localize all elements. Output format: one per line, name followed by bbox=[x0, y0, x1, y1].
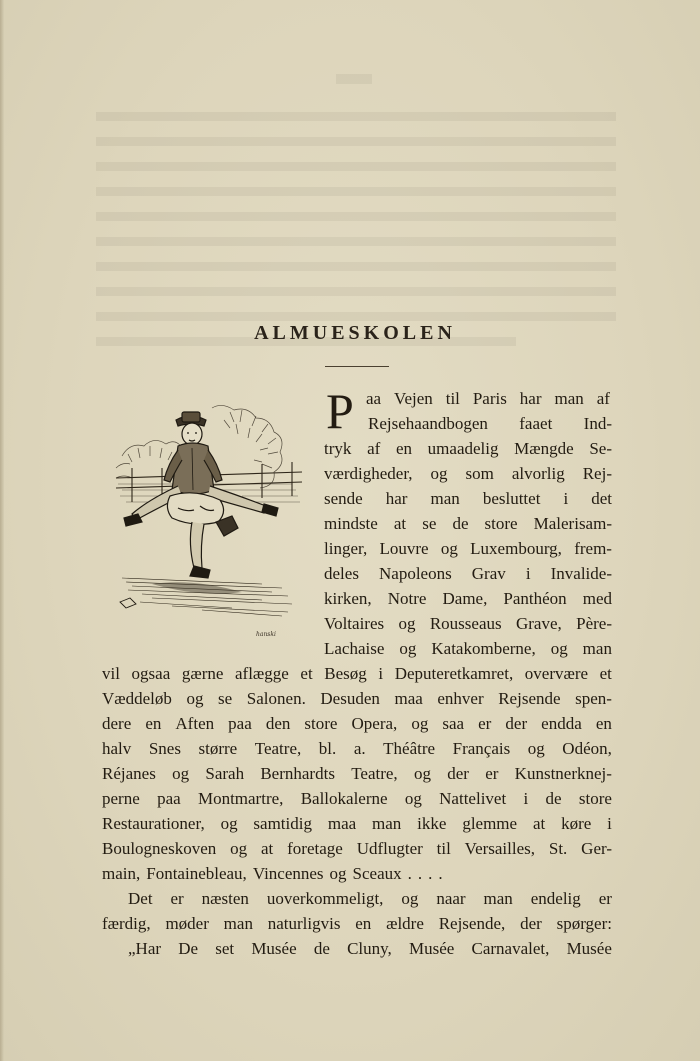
text-word: og bbox=[413, 764, 431, 783]
text-word: en bbox=[145, 714, 162, 733]
text-word: Napoleons bbox=[379, 564, 452, 583]
text-word: Panthéon bbox=[503, 589, 567, 608]
text-word: i bbox=[525, 564, 531, 583]
text-word: Opera, bbox=[351, 714, 398, 733]
text-word: Teatre, bbox=[351, 764, 398, 783]
text-word: man bbox=[430, 489, 460, 508]
text-word: Rejsende bbox=[498, 689, 561, 708]
text-word: Cluny, bbox=[347, 939, 392, 958]
text-word: Vincennes bbox=[252, 864, 324, 883]
text-word: og bbox=[550, 639, 568, 658]
text-word: store bbox=[304, 714, 338, 733]
text-word: og bbox=[172, 764, 190, 783]
text-word: tryk bbox=[324, 439, 352, 458]
text-word: har bbox=[519, 389, 542, 408]
text-word: Musée bbox=[566, 939, 612, 958]
text-word: der bbox=[505, 714, 528, 733]
text-line bbox=[102, 686, 612, 711]
text-word: mindste bbox=[324, 514, 378, 533]
text-word: Réjanes bbox=[102, 764, 156, 783]
text-word: Sceaux bbox=[352, 864, 402, 883]
text-line bbox=[128, 936, 612, 961]
text-word: uoverkommeligt, bbox=[266, 889, 384, 908]
text-word: de bbox=[452, 514, 469, 533]
text-word: . bbox=[428, 864, 433, 883]
text-word: Ind- bbox=[583, 414, 612, 433]
text-line bbox=[102, 861, 612, 886]
text-word: er bbox=[478, 714, 492, 733]
text-word: man bbox=[223, 914, 253, 933]
text-word: køre bbox=[561, 814, 592, 833]
text-word: man bbox=[372, 814, 402, 833]
text-word: færdig, bbox=[102, 914, 151, 933]
text-word: kirken, bbox=[324, 589, 372, 608]
text-word: Français bbox=[452, 739, 511, 758]
text-word: værdigheder, bbox=[324, 464, 413, 483]
text-word: halv bbox=[102, 739, 132, 758]
chapter-title: ALMUESKOLEN bbox=[254, 322, 456, 344]
text-word: Nattelivet bbox=[439, 789, 507, 808]
text-line bbox=[128, 886, 612, 911]
text-word: Kunstnerknej- bbox=[514, 764, 612, 783]
text-word: Odéon, bbox=[562, 739, 612, 758]
text-word: saa bbox=[442, 714, 465, 733]
text-word: Versailles, bbox=[464, 839, 536, 858]
text-word: linger, bbox=[324, 539, 368, 558]
text-line bbox=[324, 586, 612, 611]
text-word: et bbox=[300, 664, 313, 683]
text-word: endelig bbox=[530, 889, 581, 908]
text-word: enhver bbox=[437, 689, 484, 708]
text-word: ældre bbox=[386, 914, 424, 933]
text-word: til bbox=[436, 839, 451, 858]
text-word: er bbox=[598, 889, 612, 908]
text-word: Malerisam- bbox=[533, 514, 612, 533]
text-word: Teatre, bbox=[254, 739, 302, 758]
text-word: vil bbox=[102, 664, 120, 683]
text-line bbox=[102, 711, 612, 736]
text-word: et bbox=[599, 664, 612, 683]
text-word: i bbox=[563, 489, 569, 508]
text-word: og bbox=[527, 739, 545, 758]
text-word: Det bbox=[128, 889, 153, 908]
text-word: Se- bbox=[589, 439, 612, 458]
text-word: Rejsende, bbox=[438, 914, 506, 933]
text-word: Louvre bbox=[379, 539, 429, 558]
text-word: og bbox=[440, 539, 458, 558]
text-line bbox=[324, 511, 612, 536]
text-word: og bbox=[430, 464, 448, 483]
text-word: Carnavalet, bbox=[471, 939, 550, 958]
text-word: og bbox=[329, 864, 347, 883]
text-word: Musée bbox=[251, 939, 297, 958]
text-line bbox=[324, 486, 612, 511]
text-word: og bbox=[398, 614, 416, 633]
text-word: er bbox=[485, 764, 499, 783]
text-word: er bbox=[170, 889, 184, 908]
text-word: se bbox=[422, 514, 437, 533]
text-word: frem- bbox=[574, 539, 612, 558]
text-word: naturligvis bbox=[267, 914, 341, 933]
text-line bbox=[102, 661, 612, 686]
text-word: Salonen. bbox=[246, 689, 306, 708]
text-word: umaadelig bbox=[427, 439, 499, 458]
text-word: Væddeløb bbox=[102, 689, 172, 708]
text-word: glemme bbox=[462, 814, 518, 833]
text-word: a. bbox=[353, 739, 366, 758]
text-word: og bbox=[404, 789, 422, 808]
text-word: en bbox=[355, 914, 372, 933]
text-word: Bernhardts bbox=[260, 764, 335, 783]
text-word: Rousseaus bbox=[429, 614, 502, 633]
text-word: samtidig bbox=[253, 814, 312, 833]
text-word: ikke bbox=[417, 814, 447, 833]
text-word: spørger: bbox=[556, 914, 612, 933]
text-word: Père- bbox=[576, 614, 612, 633]
text-word: Aften bbox=[175, 714, 215, 733]
text-line bbox=[324, 636, 612, 661]
text-word: Dame, bbox=[442, 589, 488, 608]
text-word: Katakomberne, bbox=[431, 639, 536, 658]
text-line bbox=[324, 561, 612, 586]
text-line bbox=[102, 736, 612, 761]
page-edge bbox=[0, 0, 4, 1061]
text-line bbox=[324, 461, 612, 486]
text-word: og bbox=[230, 839, 248, 858]
text-word: der bbox=[520, 914, 542, 933]
text-word: de bbox=[545, 789, 562, 808]
text-word: Ger- bbox=[581, 839, 612, 858]
text-line bbox=[102, 786, 612, 811]
text-word: af bbox=[367, 439, 381, 458]
text-word: main, bbox=[102, 864, 141, 883]
text-word: paa bbox=[228, 714, 252, 733]
text-word: af bbox=[596, 389, 610, 408]
text-word: som bbox=[465, 464, 494, 483]
text-line bbox=[368, 411, 612, 436]
text-word: paa bbox=[157, 789, 181, 808]
text-word: at bbox=[393, 514, 407, 533]
text-word: der bbox=[447, 764, 469, 783]
text-word: set bbox=[215, 939, 235, 958]
text-word: at bbox=[261, 839, 274, 858]
text-word: Rejsehaandbogen bbox=[368, 414, 488, 433]
text-word: og bbox=[220, 814, 238, 833]
text-line bbox=[324, 611, 612, 636]
text-word: Théâtre bbox=[383, 739, 436, 758]
text-word: endda bbox=[541, 714, 582, 733]
text-word: i bbox=[378, 664, 384, 683]
text-word: en bbox=[595, 714, 612, 733]
text-word: perne bbox=[102, 789, 140, 808]
text-word: det bbox=[591, 489, 612, 508]
text-line bbox=[102, 761, 612, 786]
text-word: alvorlig bbox=[511, 464, 565, 483]
text-line bbox=[102, 911, 612, 936]
text-word: Deputeretkamret, bbox=[394, 664, 514, 683]
text-word: besluttet bbox=[482, 489, 541, 508]
text-word: Vejen bbox=[394, 389, 433, 408]
text-word: De bbox=[178, 939, 199, 958]
text-word: „Har bbox=[128, 939, 162, 958]
text-word: gærne bbox=[181, 664, 224, 683]
text-word: man bbox=[554, 389, 584, 408]
text-word: og bbox=[399, 639, 417, 658]
text-word: foretage bbox=[287, 839, 343, 858]
text-word: Musée bbox=[408, 939, 455, 958]
text-line bbox=[102, 836, 612, 861]
text-word: spen- bbox=[575, 689, 612, 708]
title-rule bbox=[325, 366, 389, 367]
text-word: Ballokalerne bbox=[300, 789, 388, 808]
text-word: overvære bbox=[524, 664, 589, 683]
text-word: den bbox=[265, 714, 291, 733]
text-word: Invalide- bbox=[550, 564, 612, 583]
text-word: Luxembourg, bbox=[470, 539, 562, 558]
text-word: i bbox=[523, 789, 529, 808]
text-word: til bbox=[445, 389, 460, 408]
text-word: at bbox=[532, 814, 546, 833]
text-line bbox=[366, 386, 610, 411]
text-word: . bbox=[438, 864, 443, 883]
text-word: . bbox=[407, 864, 412, 883]
text-word: Voltaires bbox=[324, 614, 385, 633]
text-word: bl. bbox=[318, 739, 337, 758]
text-word: Desuden bbox=[320, 689, 380, 708]
text-word: og bbox=[186, 689, 204, 708]
text-word: Besøg bbox=[324, 664, 367, 683]
text-word: Montmartre, bbox=[197, 789, 284, 808]
text-word: aflægge bbox=[235, 664, 289, 683]
text-word: faaet bbox=[519, 414, 553, 433]
text-word: en bbox=[395, 439, 412, 458]
artist-signature: hanski bbox=[256, 631, 276, 638]
boy-leapfrog-illustration-icon bbox=[112, 398, 308, 640]
text-word: Grav bbox=[471, 564, 506, 583]
text-word: Grave, bbox=[515, 614, 562, 633]
text-word: næsten bbox=[201, 889, 249, 908]
text-word: Boulogneskoven bbox=[102, 839, 217, 858]
text-word: man bbox=[483, 889, 513, 908]
text-word: de bbox=[313, 939, 330, 958]
text-word: Fontainebleau, bbox=[146, 864, 247, 883]
text-word: Sarah bbox=[205, 764, 245, 783]
text-word: maa bbox=[394, 689, 423, 708]
text-line bbox=[324, 436, 612, 461]
text-word: Lachaise bbox=[324, 639, 385, 658]
text-word: Notre bbox=[387, 589, 427, 608]
text-word: aa bbox=[366, 389, 382, 408]
text-word: i bbox=[607, 814, 612, 833]
text-word: større bbox=[198, 739, 238, 758]
text-word: deles bbox=[324, 564, 359, 583]
text-word: Mængde bbox=[514, 439, 574, 458]
text-word: naar bbox=[436, 889, 466, 908]
text-word: . bbox=[417, 864, 423, 883]
text-word: Snes bbox=[148, 739, 181, 758]
text-word: store bbox=[578, 789, 612, 808]
text-word: Paris bbox=[472, 389, 507, 408]
text-word: sende bbox=[324, 489, 363, 508]
text-word: dere bbox=[102, 714, 132, 733]
text-word: og bbox=[411, 714, 429, 733]
text-word: møder bbox=[165, 914, 209, 933]
text-word: man bbox=[582, 639, 612, 658]
drop-cap: P bbox=[326, 383, 354, 439]
text-word: ogsaa bbox=[131, 664, 171, 683]
text-word: med bbox=[582, 589, 612, 608]
text-word: St. bbox=[548, 839, 568, 858]
text-word: maa bbox=[327, 814, 357, 833]
text-word: Udflugter bbox=[356, 839, 423, 858]
text-word: Restaurationer, bbox=[102, 814, 205, 833]
text-word: og bbox=[401, 889, 419, 908]
text-word: se bbox=[218, 689, 233, 708]
text-word: har bbox=[385, 489, 408, 508]
text-word: store bbox=[484, 514, 518, 533]
text-word: Rej- bbox=[582, 464, 612, 483]
text-line bbox=[324, 536, 612, 561]
text-line bbox=[102, 811, 612, 836]
